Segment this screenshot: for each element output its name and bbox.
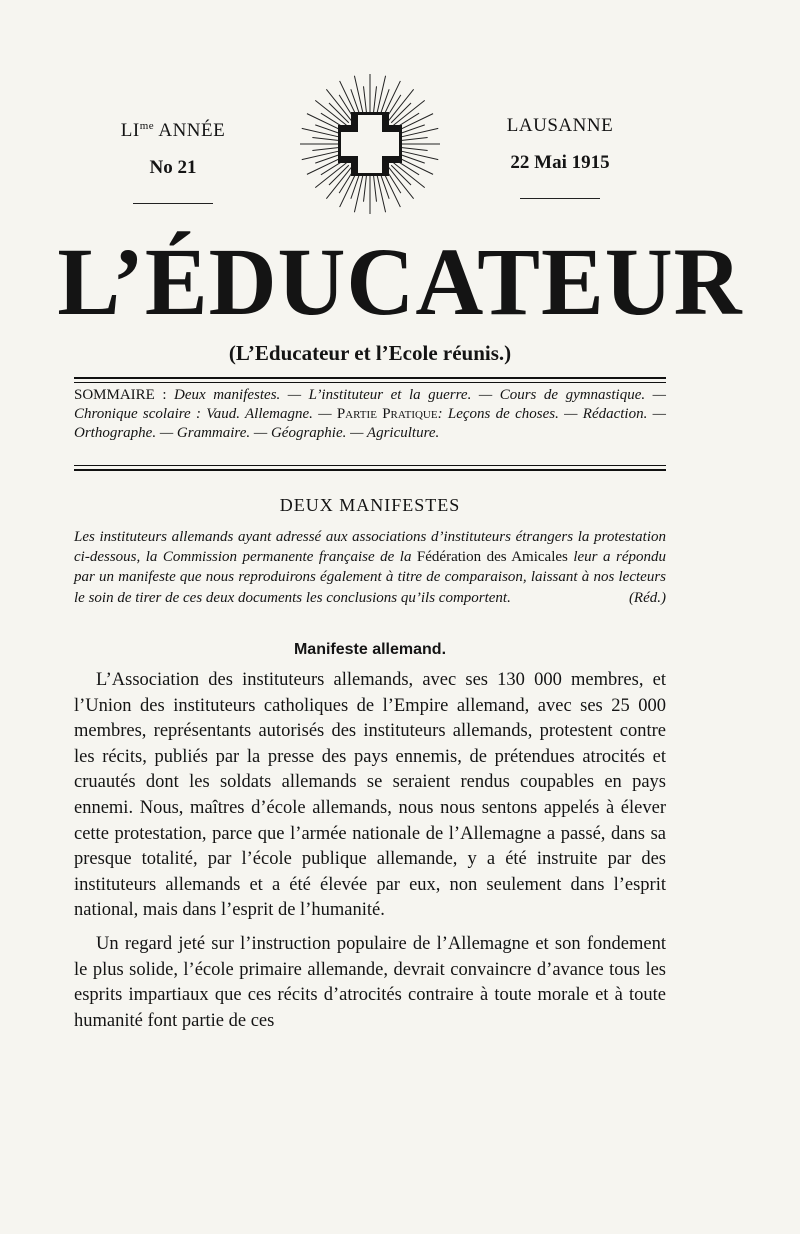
emblem-ray — [312, 147, 340, 150]
masthead-subtitle: (L’Educateur et l’Ecole réunis.) — [228, 341, 512, 365]
emblem-ray — [377, 76, 386, 115]
sommaire-top-rule-thin — [74, 382, 666, 383]
issue-number: No 21 — [149, 157, 197, 178]
header-right-rule — [520, 198, 600, 199]
sommaire-partie: Partie Pratique — [336, 406, 438, 422]
swiss-cross-emblem — [300, 70, 440, 220]
emblem-ray — [393, 100, 424, 125]
emblem-ray — [302, 128, 341, 137]
header-left-rule — [133, 203, 213, 204]
article-title: DEUX MANIFESTES — [279, 495, 461, 515]
sommaire-items-1: Deux manifestes. — L’instituteur et la guerre. — Cours de gymnastique. — Chronique scolaire : Vaud. Allemagne. — — [74, 387, 666, 422]
sommaire-top-rule — [74, 377, 666, 379]
sommaire-bottom-rule — [74, 469, 666, 471]
emblem-ray — [373, 86, 376, 114]
emblem-ray — [400, 138, 428, 141]
sommaire — [74, 386, 666, 443]
article-body — [74, 668, 666, 1034]
emblem-ray — [389, 167, 414, 198]
emblem-ray — [364, 174, 367, 202]
emblem-ray — [354, 173, 363, 212]
emblem-ray — [315, 163, 346, 188]
emblem-ray — [399, 128, 438, 137]
emblem-ray — [399, 151, 438, 160]
article-intro — [74, 527, 666, 608]
emblem-ray — [377, 173, 386, 212]
section-title: Manifeste allemand. — [293, 641, 447, 658]
emblem-ray — [302, 151, 341, 160]
intro-part-2: Fédération des Amicales — [411, 549, 574, 566]
emblem-ray — [393, 163, 424, 188]
emblem-ray — [373, 174, 376, 202]
header-right — [490, 115, 630, 199]
issue-date: 22 Mai 1915 — [510, 152, 610, 173]
emblem-ray — [312, 138, 340, 141]
masthead-title: L’ÉDUCATEUR — [57, 228, 743, 335]
intro-red-note: (Réd.) — [628, 589, 666, 606]
intro-part-1: Les instituteurs allemands ayant adressé aux associations d’instituteurs étrangers la protestation ci-dessous, la Commission permanente française de la — [74, 529, 666, 566]
paragraph: L’Association des instituteurs allemands, avec ses 130 000 membres, et l’Union des instituteurs catholiques de l’Empire allemand, avec ses 25 000 membres, représentants autorisés des instituteurs allemands, protestent contre les récits, publiés par la presse des pays ennemis, de prétendues atrocités et cruautés dont les soldats allemands se seraient rendus coupables en pays ennemi. Nous, maîtres d’école allemands, nous nous sentons appelés à élever cette protestation, parce que l’armée nationale de l’Allemagne a passé, dans sa presque totalité, par l’école publique allemande, y a été instruite par des instituteurs allemands et a été élevée par eux, non seulement dans l’esprit national, mais dans l’esprit de l’humanité. — [74, 670, 666, 921]
city-label: LAUSANNE — [506, 115, 614, 136]
emblem-ray — [389, 89, 414, 120]
emblem-ray — [326, 89, 351, 120]
sommaire-items-2: : Leçons de choses. — Rédaction. — Orthographe. — Grammaire. — Géographie. — Agriculture. — [74, 406, 666, 441]
sommaire-label: SOMMAIRE : — [74, 387, 167, 403]
emblem-ray — [354, 76, 363, 115]
intro-part-3: leur a répondu par un manifeste que nous reproduirons également à titre de comparaison, laissant à nos lecteurs le soin de tirer de ces deux documents les conclusions qu’ils comportent. — [74, 549, 666, 606]
emblem-ray — [400, 147, 428, 150]
emblem-ray — [364, 86, 367, 114]
emblem-ray — [326, 167, 351, 198]
header-left — [108, 115, 238, 204]
sommaire-bottom-rule-thin — [74, 465, 666, 466]
year-label: $LI^{me}$ ANNÉE — [120, 120, 226, 141]
paragraph: Un regard jeté sur l’instruction populaire de l’Allemagne et son fondement le plus solide, l’école primaire allemande, devrait convaincre d’avance tous les esprits impartiaux que ces récits d’atrocités contraire à toute morale et à toute humanité font partie de ces — [74, 933, 666, 1031]
emblem-ray — [315, 100, 346, 125]
